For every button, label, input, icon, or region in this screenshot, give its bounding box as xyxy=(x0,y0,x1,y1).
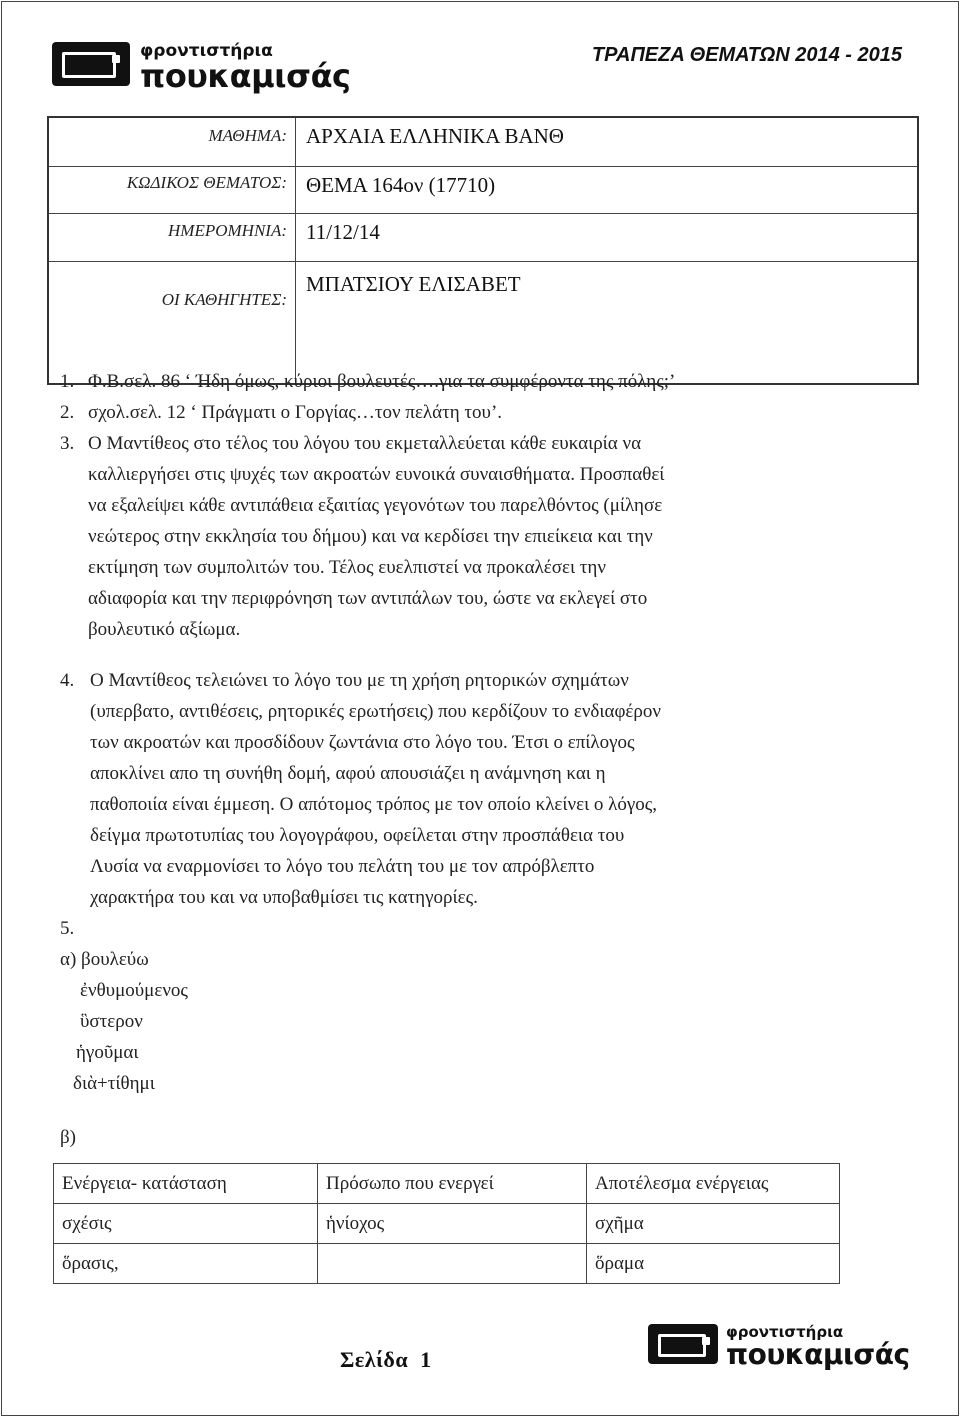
text-line: εκτίμηση των συμπολιτών του. Τέλος ευελπιστεί να προκαλέσει την xyxy=(88,557,606,578)
text-line: Ο Μαντίθεος στο τέλος του λόγου του εκμεταλλεύεται κάθε ευκαιρία να xyxy=(88,433,642,454)
text-line: αδιαφορία και την περιφρόνηση των αντιπάλων του, ώστε να εκλεγεί στο xyxy=(88,588,648,609)
header-logo xyxy=(52,41,351,95)
answer-body xyxy=(60,366,880,1153)
table-row xyxy=(54,1244,840,1284)
table-cell: σχῆμα xyxy=(587,1204,840,1244)
subject-value: ΑΡΧΑΙΑ ΕΛΛΗΝΙΚΑ ΒΑΝΘ xyxy=(296,117,919,167)
text-line: (υπερβατο, αντιθέσεις, ρητορικές ερωτήσεις) που κερδίζουν το ενδιαφέρον xyxy=(90,701,661,722)
item-number: 2. xyxy=(60,402,75,423)
text-line: Ο Μαντίθεος τελειώνει το λόγο του με τη χρήση ρητορικών σχημάτων xyxy=(90,670,629,691)
answer-item-4 xyxy=(60,665,880,913)
logo-brand-top: φροντιστήρια xyxy=(140,41,273,61)
info-row xyxy=(48,117,918,167)
teachers-value: ΜΠΑΤΣΙΟΥ ΕΛΙΣΑΒΕΤ xyxy=(306,272,521,296)
logo-brand-name: πουκαμισάς xyxy=(726,1338,910,1371)
text-line: αποκλίνει απο τη συνήθη δομή, αφού απουσιάζει η ανάμνηση και η xyxy=(90,763,606,784)
teachers-label: ΟΙ ΚΑΘΗΓΗΤΕΣ: xyxy=(48,262,296,385)
item-number: 4. xyxy=(60,670,75,691)
text-line: βουλευτικό αξίωμα. xyxy=(88,619,241,640)
table-cell: ὅρασις, xyxy=(54,1244,318,1284)
info-row xyxy=(48,214,918,262)
info-row xyxy=(48,167,918,214)
logo-brand-top: φροντιστήρια xyxy=(726,1323,844,1341)
text-line: των ακροατών και προσδίδουν ζωντάνια στο λόγο του. Έτσι ο επίλογος xyxy=(90,732,635,753)
table-cell xyxy=(318,1244,587,1284)
text-line: Λυσία να εναρμονίσει το λόγο του πελάτη του με τον απρόβλεπτο xyxy=(90,856,595,877)
logo-brand-name: πουκαμισάς xyxy=(140,57,351,95)
table-header-cell: Ενέργεια- κατάσταση xyxy=(54,1164,318,1204)
date-value: 11/12/14 xyxy=(296,214,919,262)
item-number: 1. xyxy=(60,371,75,392)
footer-logo xyxy=(648,1324,910,1370)
code-label: ΚΩΔΙΚΟΣ ΘΕΜΑΤΟΣ: xyxy=(48,167,296,214)
answer-item-5-number: 5. xyxy=(60,918,75,939)
table-header-cell: Αποτέλεσμα ενέργειας xyxy=(587,1164,840,1204)
info-table xyxy=(47,116,919,385)
table-row xyxy=(54,1204,840,1244)
table-cell: ὅραμα xyxy=(587,1244,840,1284)
text-line: νεώτερος στην εκκλησία του δήμου) και να κερδίσει την επιείκεια και την xyxy=(88,526,653,547)
part-a-word: ὓστερον xyxy=(80,1011,143,1032)
page-number: Σελίδα 1 xyxy=(340,1347,432,1372)
table-header-cell: Πρόσωπο που ενεργεί xyxy=(318,1164,587,1204)
table-header-row xyxy=(54,1164,840,1204)
date-label: ΗΜΕΡΟΜΗΝΙΑ: xyxy=(48,214,296,262)
text-line: χαρακτήρα του και να υποβαθμίσει τις κατηγορίες. xyxy=(90,887,478,908)
text-line: καλλιεργήσει στις ψυχές των ακροατών ευνοικά συναισθήματα. Προσπαθεί xyxy=(88,464,665,485)
part-b-label: β) xyxy=(60,1127,76,1148)
answer-item-2 xyxy=(60,397,880,428)
logo-mark-icon xyxy=(52,42,130,86)
table-cell: σχέσις xyxy=(54,1204,318,1244)
logo-mark-icon xyxy=(648,1324,718,1364)
text-line: δείγμα πρωτοτυπίας του λογογράφου, οφείλεται στην προσπάθεια του xyxy=(90,825,625,846)
text-line: παθοποιία είναι έμμεση. Ο απότομος τρόπος με τον οποίο κλείνει ο λόγος, xyxy=(90,794,658,815)
item-text: σχολ.σελ. 12 ‘ Πράγματι ο Γοργίας…τον πελάτη του’. xyxy=(88,402,503,423)
code-value: ΘΕΜΑ 164ον (17710) xyxy=(296,167,919,214)
derivation-table xyxy=(53,1163,840,1284)
part-a-word: διὰ+τίθημι xyxy=(73,1073,155,1094)
subject-label: ΜΑΘΗΜΑ: xyxy=(48,117,296,167)
item-text: Φ.Β.σελ. 86 ‘ Ήδη όμως, κύριοι βουλευτές….για τα συμφέροντα της πόλης;’ xyxy=(88,371,676,392)
part-a-label: α) βουλεύω xyxy=(60,949,149,970)
item-number: 3. xyxy=(60,433,75,454)
answer-item-3 xyxy=(60,428,880,645)
table-cell: ἡνίοχος xyxy=(318,1204,587,1244)
bank-title: ΤΡΑΠΕΖΑ ΘΕΜΑΤΩΝ 2014 - 2015 xyxy=(591,44,902,66)
answer-item-1 xyxy=(60,366,880,397)
text-line: να εξαλείψει κάθε αντιπάθεια εξαιτίας γεγονότων του παρελθόντος (μίλησε xyxy=(88,495,663,516)
part-a-word: ἡγοῦμαι xyxy=(76,1042,139,1063)
part-a-word: ἐνθυμούμενος xyxy=(80,980,188,1001)
